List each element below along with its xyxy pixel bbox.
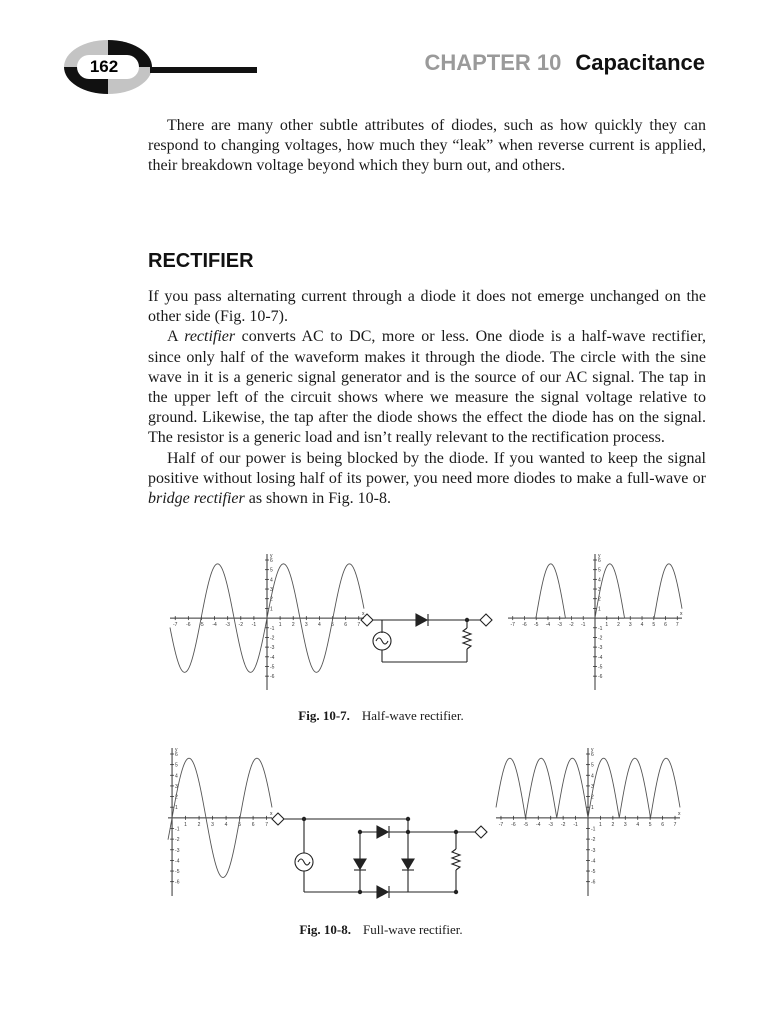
- bridge-rectifier-term: bridge rectifier: [148, 490, 245, 508]
- y-tick-label: 4: [270, 577, 273, 584]
- x-tick-label: 4: [318, 622, 321, 629]
- y-tick-label: -2: [175, 837, 180, 844]
- chapter-header: [424, 50, 705, 76]
- x-axis-label: x: [680, 611, 683, 618]
- y-tick-label: -2: [598, 635, 603, 642]
- x-tick-label: 6: [661, 821, 664, 828]
- x-tick-label: -2: [569, 622, 574, 629]
- x-tick-label: 2: [197, 821, 201, 828]
- y-tick-label: -4: [270, 654, 275, 661]
- y-tick-label: 3: [598, 587, 601, 594]
- y-axis-label: y: [591, 747, 594, 753]
- y-tick-label: 6: [270, 558, 273, 564]
- x-axis-label: x: [270, 810, 273, 817]
- figure-10-8-label: Fig. 10-8.: [299, 922, 351, 937]
- y-tick-label: -4: [175, 858, 180, 865]
- section-heading: RECTIFIER: [148, 250, 254, 272]
- x-tick-label: -1: [573, 821, 578, 828]
- plot-axes: [496, 747, 681, 896]
- full-wave-output-plot: [488, 742, 688, 900]
- y-tick-label: 1: [175, 805, 178, 812]
- input-tap-icon-2: [270, 810, 284, 825]
- x-tick-label: 7: [673, 821, 677, 828]
- x-tick-label: -5: [523, 821, 529, 828]
- x-tick-label: -6: [511, 821, 516, 828]
- bridge-diode-right-icon: [402, 859, 414, 869]
- x-tick-label: 3: [211, 821, 214, 828]
- x-tick-label: 4: [640, 622, 644, 629]
- intro-paragraph-block: [148, 116, 706, 177]
- x-tick-label: 3: [304, 622, 308, 629]
- x-tick-label: 7: [675, 622, 679, 629]
- figure-10-7-label: Fig. 10-7.: [298, 708, 350, 723]
- x-tick-label: 2: [617, 622, 620, 629]
- x-tick-label: -4: [536, 821, 541, 828]
- paragraph-1: If you pass alternating current through a diode it does not emerge unchanged on the other side (Fig. 10-7).: [148, 288, 706, 326]
- x-tick-label: 1: [278, 622, 282, 629]
- section-body: [148, 287, 706, 509]
- x-tick-label: 6: [344, 622, 348, 629]
- rectifier-term: rectifier: [184, 328, 236, 346]
- paragraph-3-text-a: Half of our power is being blocked by the diode. If you wanted to keep the signal positive without losing half of its power, you need more diodes to make a full-wave or: [148, 449, 706, 487]
- x-tick-label: -6: [522, 622, 527, 629]
- x-tick-label: -4: [212, 622, 217, 629]
- x-tick-label: -7: [498, 821, 504, 828]
- y-tick-label: 4: [175, 773, 178, 780]
- y-tick-label: -6: [591, 879, 596, 886]
- x-tick-label: 1: [599, 821, 602, 828]
- paragraph-2-text-b: converts AC to DC, more or less. One diode is a half-wave rectifier, since only half of the waveform makes it through the diode. The circle with the sine wave in it is a generic signal generator and is the source of our AC signal. The tap in the upper left of the circuit shows where we measure the signal voltage relative to ground. Likewise, the tap after the diode shows the effect the diode has on the signal. The resistor is a generic load and isn’t really relevant to the rectification process.: [148, 328, 707, 447]
- y-axis-label: y: [175, 747, 178, 753]
- y-tick-label: 2: [598, 596, 601, 603]
- x-tick-label: 1: [184, 821, 187, 828]
- x-tick-label: 3: [628, 622, 632, 629]
- x-tick-label: -6: [186, 622, 191, 629]
- y-tick-label: -4: [591, 858, 596, 865]
- y-tick-label: 3: [175, 783, 178, 790]
- bridge-diode-bottom-icon: [377, 886, 388, 898]
- y-tick-label: 4: [598, 577, 601, 584]
- y-tick-label: 6: [175, 752, 178, 758]
- y-tick-label: -6: [598, 674, 603, 681]
- y-tick-label: 5: [598, 567, 601, 574]
- y-tick-label: -3: [591, 847, 596, 854]
- y-tick-label: -1: [598, 625, 603, 632]
- y-tick-label: -3: [598, 645, 603, 652]
- y-tick-label: -6: [270, 674, 275, 681]
- x-tick-label: -1: [581, 622, 586, 629]
- bridge-diode-top-icon: [377, 826, 388, 838]
- full-wave-bridge-circuit: [268, 802, 493, 962]
- y-tick-label: 2: [175, 794, 178, 801]
- input-tap-icon: [361, 614, 373, 626]
- y-tick-label: 1: [591, 805, 594, 812]
- x-axis-label: x: [678, 810, 681, 817]
- output-tap-icon: [480, 614, 492, 626]
- intro-paragraph: There are many other subtle attributes of diodes, such as how quickly they can respond to changing voltages, how much they “leak” when reverse current is applied, their breakdown voltage beyond which they burn out, and others.: [148, 117, 706, 175]
- x-axis-label: x: [362, 611, 365, 618]
- x-tick-label: 7: [265, 821, 268, 828]
- y-tick-label: -5: [270, 664, 275, 671]
- figure-10-8-text: Full-wave rectifier.: [363, 922, 463, 937]
- y-tick-label: 3: [591, 783, 594, 790]
- y-tick-label: 1: [270, 606, 273, 613]
- x-tick-label: 3: [623, 821, 627, 828]
- x-tick-label: 5: [648, 821, 652, 828]
- y-tick-label: -2: [270, 635, 275, 642]
- bridge-diode-left-icon: [354, 859, 366, 869]
- figure-10-8-caption: [0, 922, 762, 938]
- x-tick-label: -7: [510, 622, 515, 629]
- x-tick-label: 6: [664, 622, 667, 629]
- x-tick-label: 4: [224, 821, 228, 828]
- x-tick-label: -4: [545, 622, 551, 629]
- y-tick-label: -3: [270, 645, 275, 652]
- paragraph-2: [148, 327, 706, 448]
- x-tick-label: 5: [238, 821, 241, 828]
- x-tick-label: -3: [225, 622, 230, 629]
- y-tick-label: 2: [591, 794, 594, 801]
- y-tick-label: 1: [598, 606, 601, 613]
- full-wave-input-plot: [160, 742, 280, 900]
- y-tick-label: 5: [175, 762, 178, 769]
- x-tick-label: 2: [291, 622, 295, 629]
- diode-icon: [416, 614, 427, 626]
- x-tick-label: 1: [605, 622, 609, 629]
- paragraph-3: [148, 449, 706, 510]
- half-wave-output-plot: [500, 548, 690, 694]
- half-wave-input-plot: [162, 548, 372, 694]
- x-tick-label: -2: [560, 821, 566, 828]
- x-tick-label: 5: [331, 622, 334, 629]
- plot-axes: [170, 553, 365, 690]
- plot-axes: [168, 747, 273, 896]
- x-tick-label: -3: [557, 622, 562, 629]
- x-tick-label: 7: [357, 622, 361, 629]
- x-tick-label: -2: [238, 622, 244, 629]
- x-tick-label: -5: [533, 622, 539, 629]
- chapter-title: Capacitance: [575, 50, 705, 75]
- y-tick-label: 5: [591, 762, 594, 769]
- figure-10-7-text: Half-wave rectifier.: [361, 708, 464, 723]
- y-tick-label: -4: [598, 654, 603, 661]
- y-tick-label: -5: [591, 869, 596, 876]
- x-tick-label: 5: [652, 622, 656, 629]
- chapter-label: CHAPTER 10: [424, 50, 562, 75]
- x-tick-label: -3: [548, 821, 553, 828]
- half-wave-circuit: [352, 603, 502, 683]
- y-tick-label: -5: [175, 869, 180, 876]
- x-tick-label: 2: [611, 821, 615, 828]
- y-tick-label: -1: [591, 826, 596, 833]
- x-tick-label: -5: [199, 622, 204, 629]
- y-tick-label: -5: [598, 664, 603, 671]
- x-tick-label: -1: [251, 622, 257, 629]
- x-tick-label: 6: [251, 821, 255, 828]
- figure-10-7-caption: [0, 708, 762, 724]
- y-tick-label: 6: [598, 558, 601, 564]
- y-tick-label: -1: [270, 625, 275, 632]
- x-tick-label: 4: [636, 821, 640, 828]
- y-tick-label: 3: [270, 587, 273, 594]
- plot-axes: [508, 553, 683, 690]
- paragraph-3-text-b: as shown in Fig. 10-8.: [244, 490, 391, 508]
- y-tick-label: -2: [591, 837, 596, 844]
- resistor-icon: [463, 628, 471, 649]
- header-rule: [150, 67, 257, 73]
- x-tick-label: -7: [173, 622, 178, 629]
- load-resistor-icon: [452, 849, 460, 870]
- y-tick-label: 4: [591, 773, 594, 780]
- y-axis-label: y: [598, 553, 601, 559]
- y-tick-label: 6: [591, 752, 594, 758]
- y-tick-label: 2: [270, 596, 273, 603]
- y-axis-label: y: [270, 553, 273, 559]
- y-tick-label: -1: [175, 826, 180, 833]
- y-tick-label: -3: [175, 847, 180, 854]
- page-number: 162: [89, 57, 119, 76]
- y-tick-label: -6: [175, 879, 180, 886]
- y-tick-label: 5: [270, 567, 273, 574]
- output-tap-icon-2: [475, 826, 487, 838]
- paragraph-2-text-a: A: [167, 328, 185, 346]
